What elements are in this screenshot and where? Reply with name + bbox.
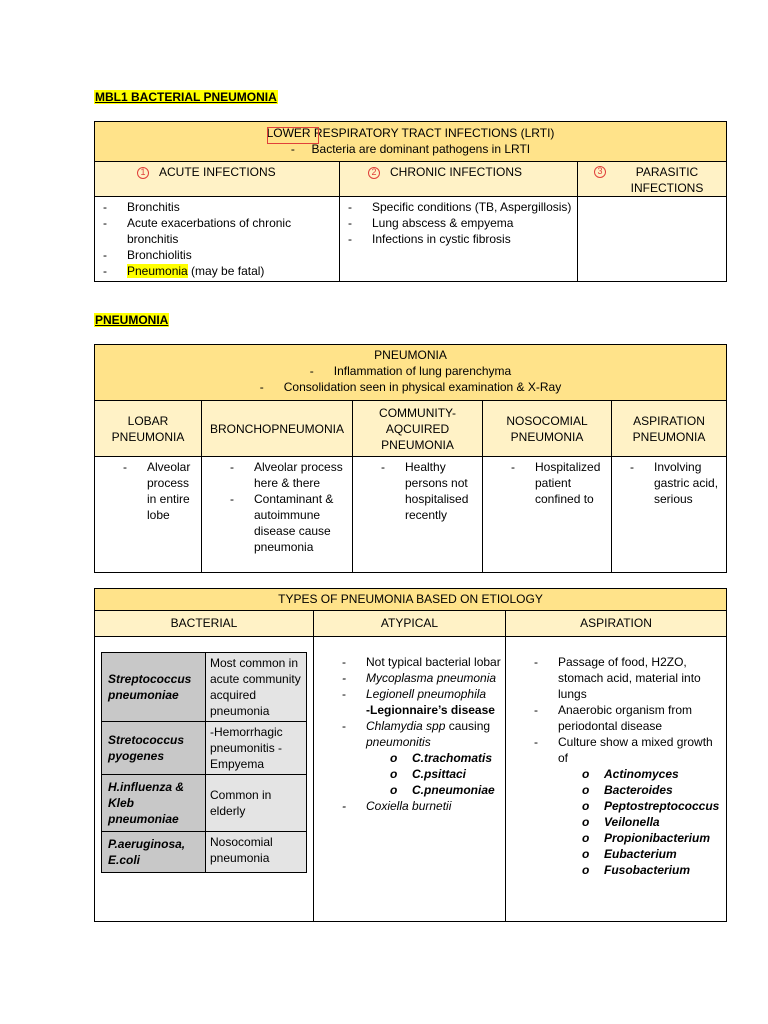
pneumonia-table	[94, 344, 727, 573]
lrti-header	[95, 122, 727, 162]
list-item: - Contaminant & autoimmune disease cause pneumonia	[230, 491, 348, 555]
sub-list-item: o C.pneumoniae	[390, 782, 501, 798]
sub-list-item: o Propionibacterium	[582, 830, 722, 846]
broncho-cell	[202, 457, 353, 573]
list-item: - Anaerobic organism from periodontal disease	[534, 702, 722, 734]
sub-list-item: o Bacteroides	[582, 782, 722, 798]
list-item: - Coxiella burnetii	[342, 798, 501, 814]
list-item: - Lung abscess & empyema	[348, 215, 573, 231]
community-cell	[353, 457, 483, 573]
header-bacterial: BACTERIAL	[95, 611, 314, 637]
etiology-title: TYPES OF PNEUMONIA BASED ON ETIOLOGY	[95, 589, 727, 611]
lrti-table	[94, 121, 727, 282]
lrti-subtitle: - Bacteria are dominant pathogens in LRTI	[290, 142, 531, 156]
list-item: - Involving gastric acid, serious	[630, 459, 722, 507]
list-item: - Culture show a mixed growth of o Actinomyces o Bacteroides o Peptostreptococcus o Veilonella o Propionibacterium o Eubacterium o Fusobacterium	[534, 734, 722, 878]
bacterial-organisms-table	[101, 652, 307, 873]
sub-list-item: o C.trachomatis	[390, 750, 501, 766]
list-item: - Pneumonia (may be fatal)	[103, 263, 335, 279]
etiology-table	[94, 588, 727, 922]
list-item: - Passage of food, H2ZO, stomach acid, material into lungs	[534, 654, 722, 702]
list-item: - Not typical bacterial lobar	[342, 654, 501, 670]
list-item: - Bronchiolitis	[103, 247, 335, 263]
sub-list-item: o Actinomyces	[582, 766, 722, 782]
col-acute-header: 1 ACUTE INFECTIONS	[95, 162, 340, 197]
list-item: - Bronchitis	[103, 199, 335, 215]
list-item: - Legionell pneumophila -Legionnaire’s disease	[342, 686, 501, 718]
list-item: - Acute exacerbations of chronic bronchitis	[103, 215, 335, 247]
circled-number-icon: 3	[594, 166, 606, 178]
sub-list-item: o C.psittaci	[390, 766, 501, 782]
circled-number-icon: 2	[368, 167, 380, 179]
aspiration-etiology-cell	[506, 637, 727, 922]
list-item: - Alveolar process in entire lobe	[123, 459, 197, 523]
list-item: - Chlamydia spp causing pneumonitis o C.trachomatis o C.psittaci o C.pneumoniae	[342, 718, 501, 798]
type-lobar: LOBAR PNEUMONIA	[95, 401, 202, 457]
red-annotation-box	[267, 127, 319, 144]
lrti-title: LOWER RESPIRATORY TRACT INFECTIONS (LRTI)	[266, 126, 555, 140]
lobar-cell	[95, 457, 202, 573]
chronic-cell	[340, 197, 578, 282]
table-row: P.aeruginosa, E.coli Nosocomial pneumonia	[102, 832, 307, 873]
sub-list-item: o Veilonella	[582, 814, 722, 830]
parasitic-cell	[578, 197, 727, 282]
list-item: - Mycoplasma pneumonia	[342, 670, 501, 686]
bacterial-cell	[95, 637, 314, 922]
circled-number-icon: 1	[137, 167, 149, 179]
doc-title: MBL1 BACTERIAL PNEUMONIA	[95, 90, 277, 104]
acute-cell	[95, 197, 340, 282]
header-atypical: ATYPICAL	[314, 611, 506, 637]
aspiration-cell	[612, 457, 727, 573]
header-aspiration: ASPIRATION	[506, 611, 727, 637]
list-item: - Healthy persons not hospitalised recently	[381, 459, 478, 523]
nosocomial-cell	[483, 457, 612, 573]
pneumonia-section-title: PNEUMONIA	[95, 313, 169, 327]
type-nosocomial: NOSOCOMIAL PNEUMONIA	[483, 401, 612, 457]
atypical-cell	[314, 637, 506, 922]
col-chronic-header: 2 CHRONIC INFECTIONS	[340, 162, 578, 197]
type-broncho: BRONCHOPNEUMONIA	[202, 401, 353, 457]
pneumonia-header: PNEUMONIA - Inflammation of lung parenchyma - Consolidation seen in physical examination & X-Ray	[95, 345, 727, 401]
type-aspiration: ASPIRATION PNEUMONIA	[612, 401, 727, 457]
list-item: - Specific conditions (TB, Aspergillosis)	[348, 199, 573, 215]
list-item: - Alveolar process here & there	[230, 459, 348, 491]
list-item: - Infections in cystic fibrosis	[348, 231, 573, 247]
sub-list-item: o Peptostreptococcus	[582, 798, 722, 814]
table-row: H.influenza & Kleb pneumoniae Common in elderly	[102, 775, 307, 832]
type-community: COMMUNITY-AQCUIRED PNEUMONIA	[353, 401, 483, 457]
table-row: Streptococcus pneumoniae Most common in acute community acquired pneumonia	[102, 653, 307, 722]
sub-list-item: o Eubacterium	[582, 846, 722, 862]
list-item: - Hospitalized patient confined to	[511, 459, 607, 507]
table-row: Stretococcus pyogenes -Hemorrhagic pneumonitis -Empyema	[102, 722, 307, 775]
col-parasitic-header: 3 PARASITIC INFECTIONS	[578, 162, 727, 197]
sub-list-item: o Fusobacterium	[582, 862, 722, 878]
